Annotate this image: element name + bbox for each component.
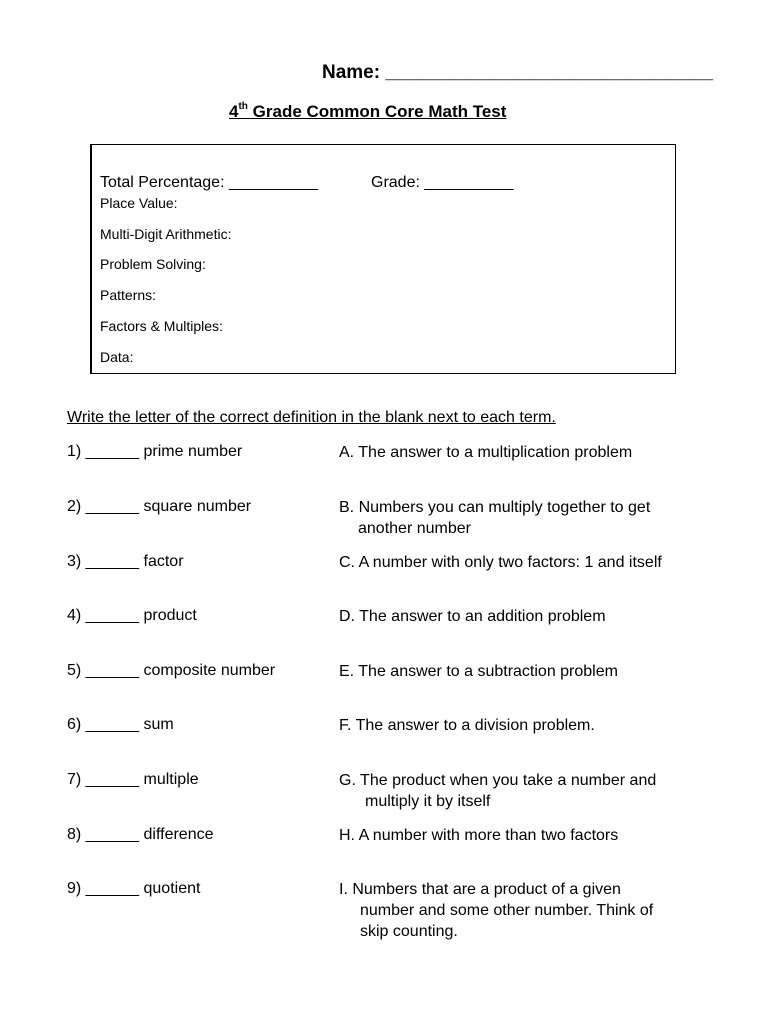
name-field-label: Name: _______________________________ xyxy=(322,62,713,83)
definition-e: E. The answer to a subtraction problem xyxy=(339,663,618,680)
definition-f: F. The answer to a division problem. xyxy=(339,717,595,734)
term-8: 8) ______ difference xyxy=(67,826,214,843)
definition-g: G. The product when you take a number and multiply it by itself xyxy=(339,772,657,810)
instructions: Write the letter of the correct definition in the blank next to each term. xyxy=(67,409,556,426)
category-patterns: Patterns: xyxy=(100,287,157,303)
category-factors-multiples: Factors & Multiples: xyxy=(100,318,223,334)
category-data: Data: xyxy=(100,349,134,365)
term-2: 2) ______ square number xyxy=(67,498,252,515)
definition-c: C. A number with only two factors: 1 and itself xyxy=(339,554,662,571)
definition-b: B. Numbers you can multiply together to get another number xyxy=(339,499,651,537)
term-3: 3) ______ factor xyxy=(67,553,184,570)
total-percentage-label: Total Percentage: __________ xyxy=(100,174,318,191)
definition-a: A. The answer to a multiplication problem xyxy=(339,444,633,461)
definition-h: H. A number with more than two factors xyxy=(339,827,619,844)
definition-i: I. Numbers that are a product of a given number and some other number. Think of skip counting. xyxy=(339,881,654,940)
term-5: 5) ______ composite number xyxy=(67,662,276,679)
term-7: 7) ______ multiple xyxy=(67,771,199,788)
category-multi-digit-arithmetic: Multi-Digit Arithmetic: xyxy=(100,226,232,242)
term-1: 1) ______ prime number xyxy=(67,443,243,460)
title-grade-number: 4 xyxy=(229,102,239,121)
term-6: 6) ______ sum xyxy=(67,716,174,733)
category-problem-solving: Problem Solving: xyxy=(100,256,206,272)
page-title xyxy=(229,102,506,122)
title-grade-suffix: th xyxy=(238,101,248,112)
category-place-value: Place Value: xyxy=(100,195,178,211)
term-9: 9) ______ quotient xyxy=(67,880,201,897)
term-4: 4) ______ product xyxy=(67,607,197,624)
title-text: Grade Common Core Math Test xyxy=(247,102,507,121)
definition-d: D. The answer to an addition problem xyxy=(339,608,606,625)
grade-label: Grade: __________ xyxy=(371,174,514,191)
